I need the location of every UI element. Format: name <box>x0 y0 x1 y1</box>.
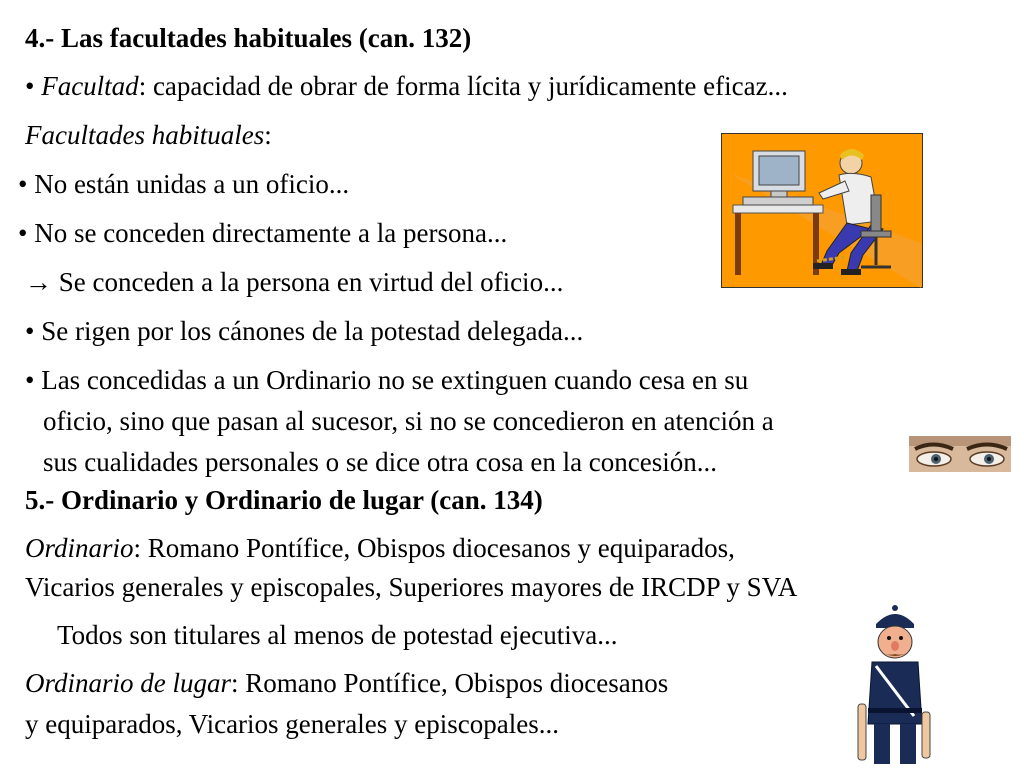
eyes-clipart <box>909 436 1011 472</box>
bullet-not-united-to-office: • No están unidas a un oficio... <box>18 169 350 199</box>
definition-ordinario-de-lugar-line-1 <box>25 667 668 699</box>
bullet-not-granted-directly: • No se conceden directamente a la persona... <box>18 218 508 248</box>
definition-ordinario-line-1 <box>25 532 735 564</box>
definition-ordinario-de-lugar-line-2: y equiparados, Vicarios generales y episcopales... <box>25 709 559 739</box>
bullet: • <box>25 71 42 101</box>
bullet-granted-by-office <box>25 266 563 298</box>
definition-ordinario-de-lugar-text: : Romano Pontífice, Obispos diocesanos <box>231 668 669 698</box>
computer-user-clipart <box>721 133 923 288</box>
bullet-ordinary-line-3: sus cualidades personales o se dice otra cosa en la concesión... <box>43 447 718 477</box>
bullet-ordinary-line-1: • Las concedidas a un Ordinario no se extinguen cuando cesa en su <box>25 365 749 395</box>
definition-facultad <box>25 70 788 102</box>
term-ordinario-de-lugar: Ordinario de lugar <box>25 668 232 698</box>
term-facultad: Facultad <box>41 71 139 101</box>
heading-section-4: 4.- Las facultades habituales (can. 132) <box>25 23 472 53</box>
subheading-facultades-habituales <box>25 119 272 151</box>
definition-ordinario-text: : Romano Pontífice, Obispos diocesanos y equiparados, <box>133 533 735 563</box>
policeman-clipart <box>856 604 934 768</box>
heading-section-5: 5.- Ordinario y Ordinario de lugar (can. 134) <box>25 485 543 515</box>
definition-text: : capacidad de obrar de forma lícita y jurídicamente eficaz... <box>138 71 788 101</box>
arrow-right-icon: → <box>25 267 52 297</box>
note-executive-power: Todos son titulares al menos de potestad ejecutiva... <box>57 620 618 650</box>
bullet-delegated-power: • Se rigen por los cánones de la potestad delegada... <box>25 316 584 346</box>
term-facultades-habituales: Facultades habituales <box>25 120 265 150</box>
definition-ordinario-line-2: Vicarios generales y episcopales, Superiores mayores de IRCDP y SVA <box>25 572 798 602</box>
colon: : <box>264 120 272 150</box>
bullet-ordinary-line-2: oficio, sino que pasan al sucesor, si no se concedieron en atención a <box>43 406 774 436</box>
bullet-granted-text: Se conceden a la persona en virtud del oficio... <box>52 267 564 297</box>
term-ordinario: Ordinario <box>25 533 134 563</box>
